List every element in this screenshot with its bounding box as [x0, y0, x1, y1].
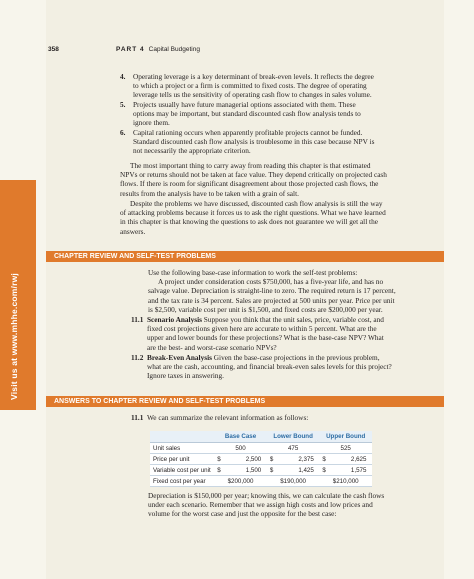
text-line: Despite the problems we have discussed, discounted cash flow analysis is still the way: [130, 199, 383, 208]
text-line: ignore them.: [133, 118, 170, 128]
table-cell: $190,000: [267, 476, 320, 487]
dollar-sign: $: [269, 455, 274, 463]
part-number: PART 4: [116, 46, 145, 53]
text-line: Ignore taxes in answering.: [147, 371, 224, 381]
table-row: [150, 454, 372, 465]
text-line: [147, 353, 392, 362]
table-row: [150, 476, 372, 487]
table-cell: [214, 454, 267, 465]
text-line: We can summarize the relevant information as follows:: [147, 413, 309, 422]
text-line: what are the cash, accounting, and financial break-even sales levels for this project?: [147, 362, 392, 372]
row-label: Price per unit: [150, 454, 214, 465]
text-line: is $2,500, variable cost per unit is $1,500, and fixed costs are $200,000 per year.: [148, 304, 383, 314]
sidebar-url-strip: [0, 180, 36, 410]
cell-value: 2,625: [350, 455, 367, 463]
table-cell: 475: [267, 443, 320, 454]
item-number: 4.: [120, 72, 126, 81]
cell-value: 2,500: [245, 455, 262, 463]
table-header-cell: Lower Bound: [267, 431, 320, 443]
table-header-row: [150, 431, 372, 443]
text-line: NPVs or returns should not be taken at face value. They depend critically on projected cash: [120, 170, 387, 180]
row-label: Fixed cost per year: [150, 476, 214, 487]
text-line: options may be important, but standard discounted cash flow analysis tends to: [133, 109, 361, 119]
table-cell: 525: [319, 443, 372, 454]
table-row: [150, 465, 372, 476]
item-text: [133, 100, 361, 128]
text-line: flows. If there is room for significant disagreement about those projected cash flows, the: [120, 179, 379, 189]
text-line: to which a project or a firm is committed to fixed costs. The degree of operating: [133, 81, 367, 91]
dollar-sign: $: [269, 466, 274, 474]
closing-paragraph: [148, 491, 440, 519]
sidebar-url-text: Visit us at www.mhhe.com/rwj: [9, 273, 19, 400]
text-line: and the tax rate is 34 percent. Sales are projected at 500 units per year. Price per unit: [148, 295, 395, 305]
cell-value: 1,500: [245, 466, 262, 474]
text-line: under each scenario. Remember that we assign high costs and low prices and: [148, 500, 373, 510]
cell-value: 2,375: [298, 455, 314, 463]
part-label: [116, 46, 200, 53]
text-line: upper and lower bounds for these projections? What is the base-case NPV? What: [147, 333, 384, 343]
table-header-cell: Upper Bound: [319, 431, 372, 443]
dollar-sign: $: [322, 455, 326, 463]
text-line: fixed cost projections given here are accurate to within 5 percent. What are the: [147, 324, 377, 334]
part-title: Capital Budgeting: [148, 46, 200, 53]
dollar-sign: $: [217, 466, 221, 474]
dollar-sign: $: [217, 455, 221, 463]
dollar-sign: $: [322, 466, 326, 474]
problem-number: 11.1: [131, 413, 144, 422]
table-cell: [319, 465, 372, 476]
text-line: salvage value. Depreciation is straight-line to zero. The required return is 17 percent,: [148, 286, 396, 296]
text-line: Capital rationing occurs when apparently profitable projects cannot be funded.: [133, 128, 363, 137]
problem-number: 11.1: [131, 315, 144, 324]
text-line: of attacking problems because it forces us to ask the right questions. What we have learned: [120, 208, 386, 218]
review-intro: [148, 268, 440, 314]
problem-number: 11.2: [131, 353, 144, 362]
table-cell: [267, 465, 320, 476]
text-line: Use the following base-case information to work the self-test problems:: [148, 268, 358, 277]
problem-text: [147, 315, 384, 352]
summary-table: [150, 431, 372, 487]
item-text: [133, 72, 374, 100]
table-cell: $210,000: [319, 476, 372, 487]
text-span: Given the base-case projections in the previous problem,: [213, 353, 380, 362]
table-row: [150, 443, 372, 454]
text-line: leverage tells us the sensitivity of operating cash flow to changes in sales volume.: [133, 90, 372, 100]
row-label: Variable cost per unit: [150, 465, 214, 476]
table-cell: [267, 454, 320, 465]
text-line: Operating leverage is a key determinant of break-even levels. It reflects the degree: [133, 72, 374, 81]
text-line: Standard discounted cash flow analysis is troublesome in this case because NPV is: [133, 137, 375, 147]
text-line: Depreciation is $150,000 per year; knowing this, we can calculate the cash flows: [148, 491, 385, 500]
text-line: [147, 315, 384, 324]
table-cell: 500: [214, 443, 267, 454]
problem-title: Scenario Analysis: [147, 315, 202, 324]
item-number: 5.: [120, 100, 126, 109]
page-header: [48, 46, 200, 53]
text-line: are the best- and worst-case scenario NPVs?: [147, 342, 277, 352]
section-banner: ANSWERS TO CHAPTER REVIEW AND SELF-TEST PROBLEMS: [46, 396, 444, 407]
cell-value: 1,575: [350, 466, 367, 474]
right-margin: [444, 0, 474, 579]
text-line: The most important thing to carry away from reading this chapter is that estimated: [130, 161, 371, 170]
cell-value: 1,425: [298, 466, 314, 474]
text-line: answers.: [120, 226, 146, 236]
table-header-cell: [150, 431, 214, 443]
item-number: 6.: [120, 128, 126, 137]
paragraph: [120, 199, 440, 236]
table-cell: [319, 454, 372, 465]
item-text: [133, 128, 374, 156]
page-number: 358: [48, 46, 59, 53]
text-line: A project under consideration costs $750,000, has a five-year life, and has no: [158, 277, 384, 287]
text-line: in this chapter is that knowing the questions to ask does not guarantee we will get all the: [120, 217, 378, 227]
text-line: results from the analysis have to be taken with a grain of salt.: [120, 188, 299, 198]
text-line: volume for the worst case and just the opposite for the best case:: [148, 509, 337, 519]
table-cell: [214, 465, 267, 476]
text-line: not necessarily the appropriate criterion.: [133, 146, 251, 156]
row-label: Unit sales: [150, 443, 214, 454]
problem-title: Break-Even Analysis: [147, 353, 212, 362]
section-banner: CHAPTER REVIEW AND SELF-TEST PROBLEMS: [46, 251, 444, 262]
table-header-cell: Base Case: [214, 431, 267, 443]
paragraph: [120, 161, 440, 198]
table-cell: $200,000: [214, 476, 267, 487]
text-line: Projects usually have future managerial options associated with them. These: [133, 100, 356, 109]
text-span: Suppose you think that the unit sales, price, variable cost, and: [203, 315, 384, 324]
problem-text: [147, 353, 392, 381]
